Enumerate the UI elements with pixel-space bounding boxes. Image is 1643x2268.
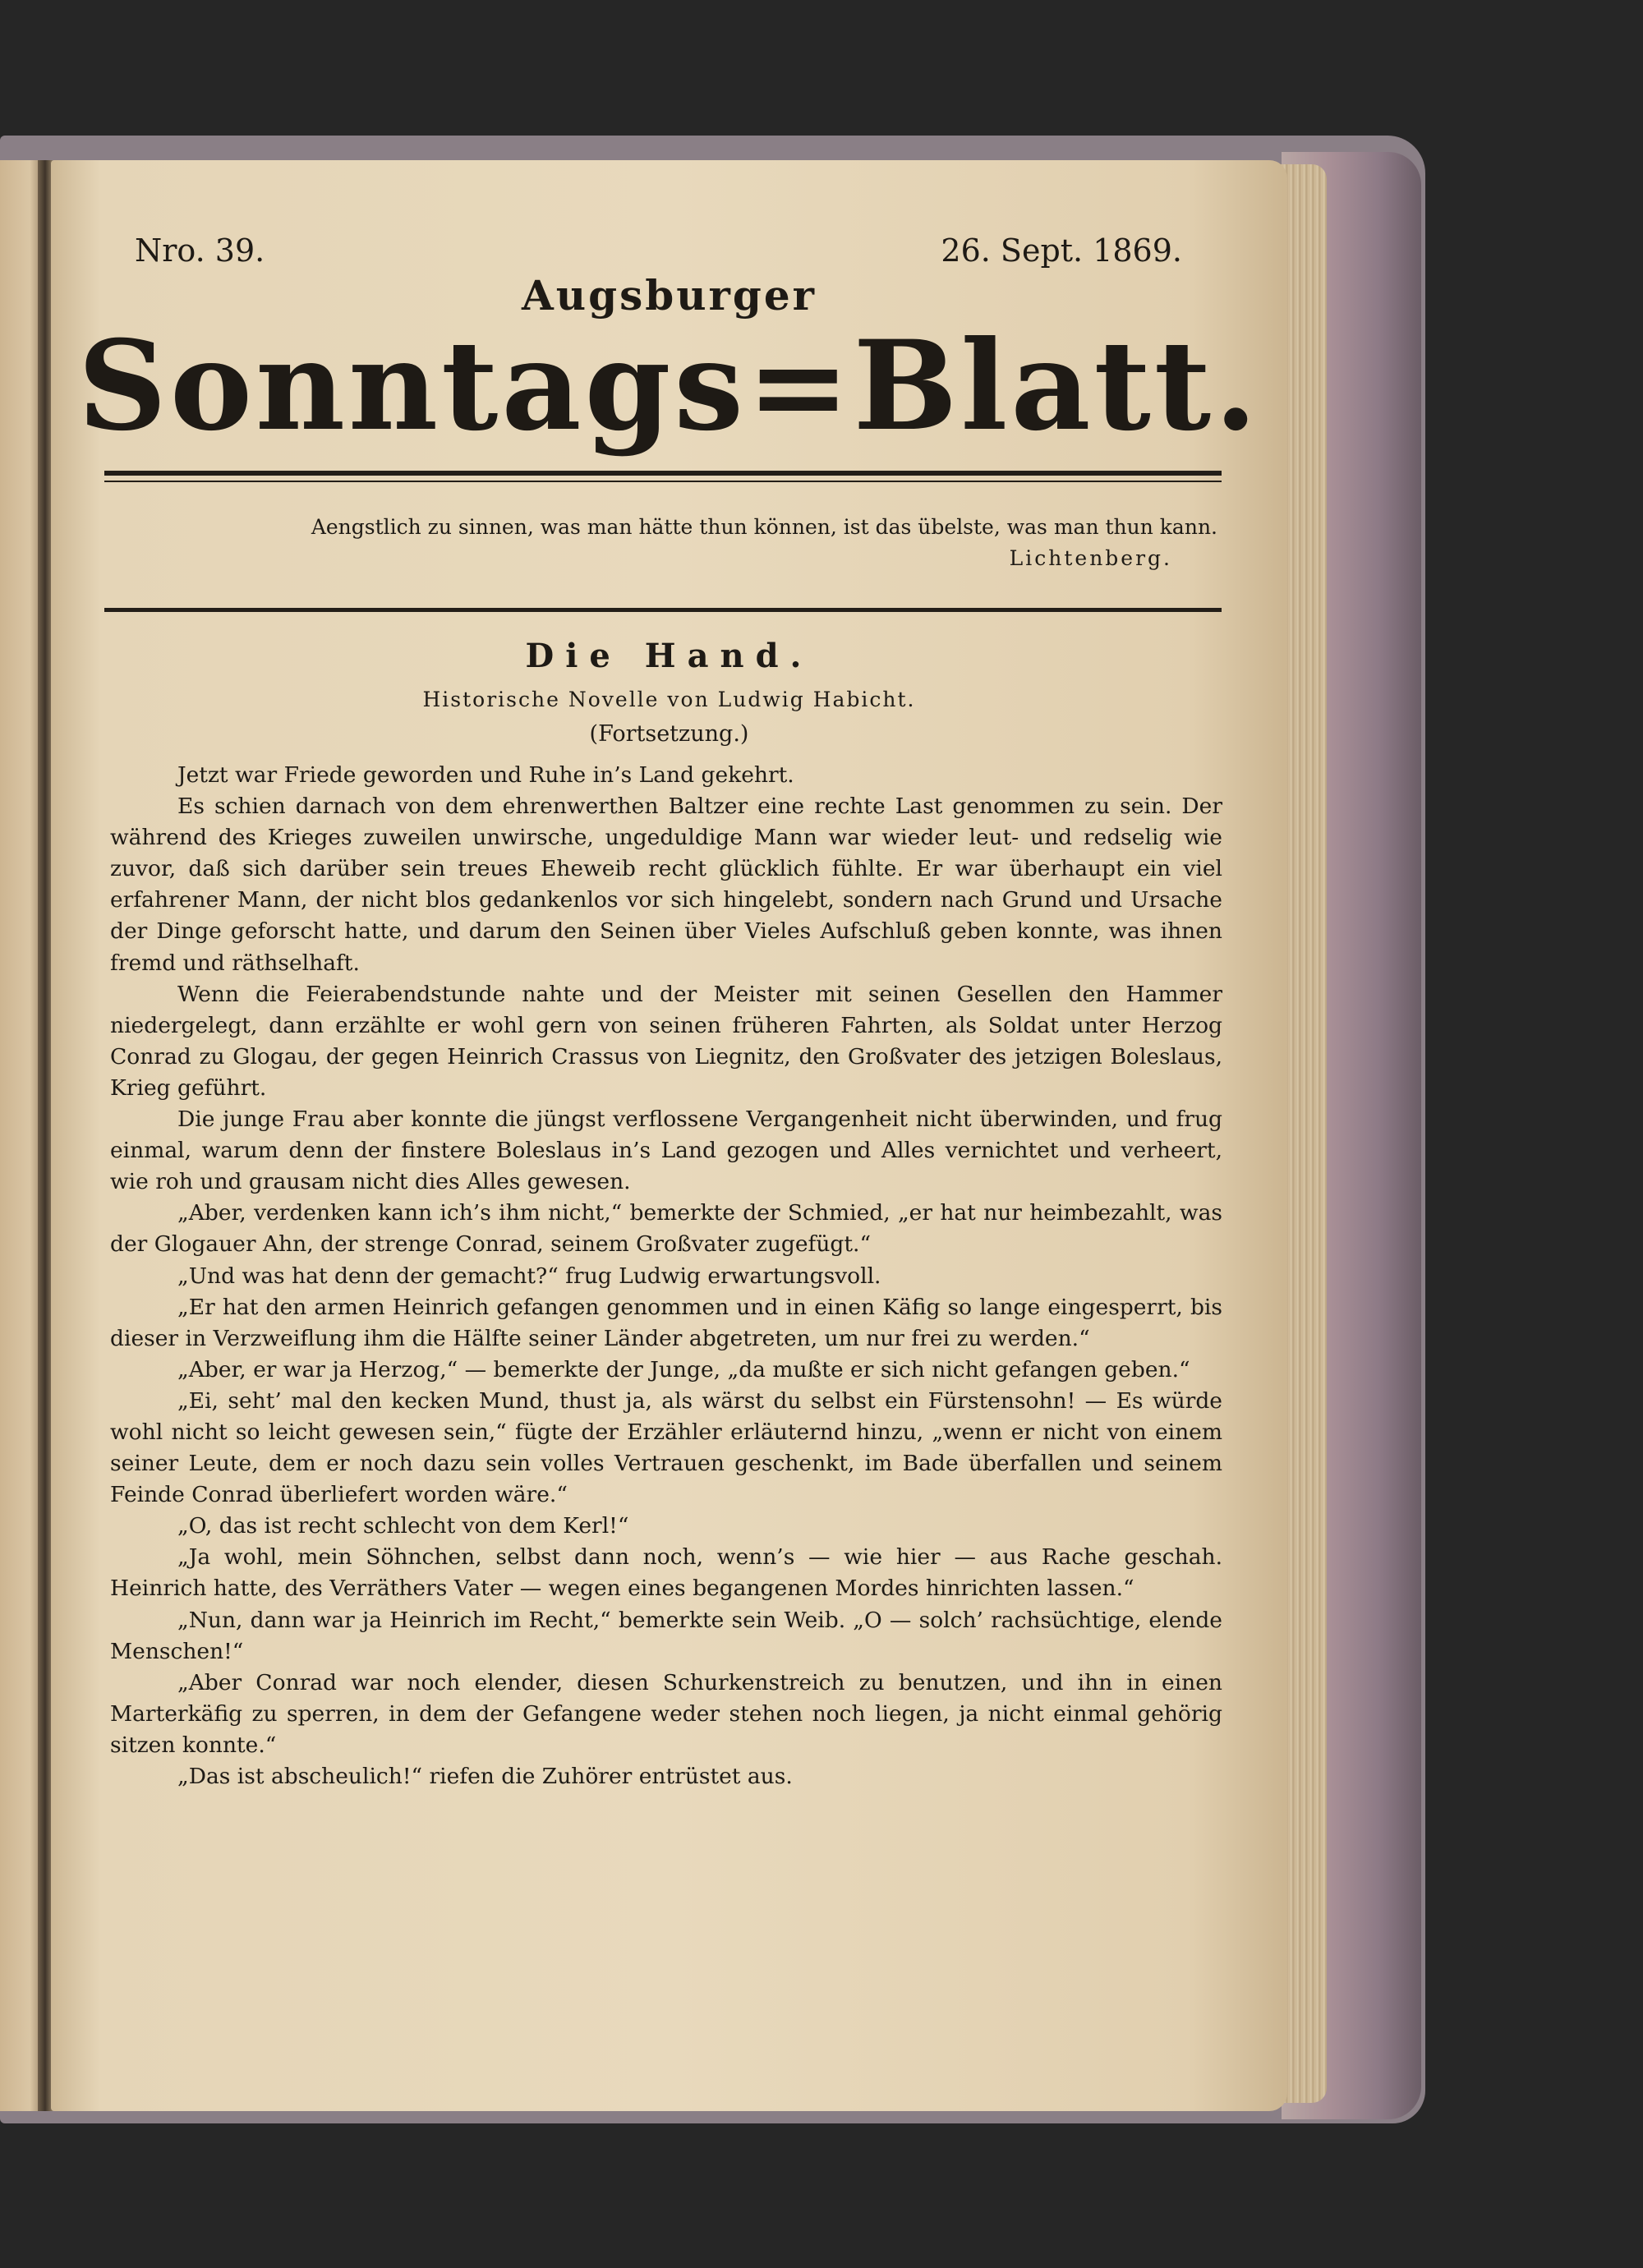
story-body [110,760,1222,1792]
paragraph: „Und was hat denn der gemacht?“ frug Ludwig erwartungsvoll. [177,1263,881,1289]
story-continuation: (Fortsetzung.) [589,721,749,747]
paragraph: „Ei, seht’ mal den kecken Mund, thust ja, als wärst du selbst ein Fürstensohn! — Es würde wohl nicht so leicht gewesen sein,“ fügte der Erzähler erläuternd hinzu, „wenn er nicht von einem seiner Leute, dem er noch dazu sein volles Vertrauen geschenkt, im Bade überfallen und seinem Feinde Conrad überliefert worden wäre.“ [110,1387,1222,1508]
masthead-line2: Sonntags=Blatt. [77,314,1261,458]
newspaper-page [51,160,1287,2111]
motto-attribution: Lichtenberg. [1009,546,1172,570]
paragraph: „Nun, dann war ja Heinrich im Recht,“ bemerkte sein Weib. „O — solch’ rachsüchtige, elende Menschen!“ [110,1607,1222,1664]
paragraph: „Aber, er war ja Herzog,“ — bemerkte der Junge, „da mußte er sich nicht gefangen geben.“ [177,1356,1190,1382]
paragraph: „Aber, verdenken kann ich’s ihm nicht,“ bemerkte der Schmied, „er hat nur heimbezahlt, was der Glogauer Ahn, der strenge Conrad, seinem Großvater zugefügt.“ [110,1200,1222,1258]
issue-number: Nro. 39. [135,232,265,269]
paragraph: „O, das ist recht schlecht von dem Kerl!“ [177,1513,629,1539]
motto-text: Aengstlich zu sinnen, was man hätte thun können, ist das übelste, was man thun kann. [311,515,1217,539]
masthead-rule-thin [104,481,1222,482]
paragraph: „Das ist abscheulich!“ riefen die Zuhörer entrüstet aus. [177,1764,793,1789]
left-page-edge [0,160,43,2111]
paragraph: Jetzt war Friede geworden und Ruhe in’s Land gekehrt. [177,762,794,788]
paragraph: „Aber Conrad war noch elender, diesen Schurkenstreich zu benutzen, und ihn in einen Marterkäfig zu sperren, in dem der Gefangene weder stehen noch liegen, ja nicht einmal gehörig sitzen konnte.“ [110,1669,1222,1758]
story-title: Die Hand. [525,637,813,675]
masthead-line1: Augsburger [521,271,817,320]
paragraph: „Ja wohl, mein Söhnchen, selbst dann noch, wenn’s — wie hier — aus Rache geschah. Heinrich hatte, des Verräthers Vater — wegen eines begangenen Mordes hinrichten lassen.“ [110,1544,1222,1602]
story-subtitle: Historische Novelle von Ludwig Habicht. [422,688,916,711]
masthead-rule-thick [104,471,1222,476]
paragraph: „Er hat den armen Heinrich gefangen genommen und in einen Käfig so lange eingesperrt, bis dieser in Verzweiflung ihm die Hälfte seiner Länder abgetreten, um nur frei zu werden.“ [110,1294,1222,1351]
paragraph: Die junge Frau aber konnte die jüngst verflossene Vergangenheit nicht überwinden, und frug einmal, warum denn der finstere Boleslaus in’s Land gezogen und Alles vernichtet und verheert, wie roh und grausam nicht dies Alles gewesen. [110,1106,1222,1195]
paragraph: Wenn die Feierabendstunde nahte und der Meister mit seinen Gesellen den Hammer niedergelegt, dann erzählte er wohl gern von seinen früheren Fahrten, als Soldat unter Herzog Conrad zu Glogau, der gegen Heinrich Crassus von Liegnitz, den Großvater des jetzigen Boleslaus, Krieg geführt. [110,981,1222,1101]
motto [166,512,1217,574]
motto-rule [104,608,1222,612]
issue-date: 26. Sept. 1869. [941,232,1182,269]
paragraph: Es schien darnach von dem ehrenwerthen Baltzer eine rechte Last genommen zu sein. Der während des Krieges zuweilen unwirsche, ungeduldige Mann war wieder leut- und redselig wie zuvor, daß sich darüber sein treues Eheweib recht glücklich fühlte. Er war überhaupt ein viel erfahrener Mann, der nicht blos gedankenlos vor sich hingelebt, sondern nach Grund und Ursache der Dinge geforscht hatte, und darum den Seinen über Vieles Aufschluß geben konnte, was ihnen fremd und räthselhaft. [110,794,1222,976]
